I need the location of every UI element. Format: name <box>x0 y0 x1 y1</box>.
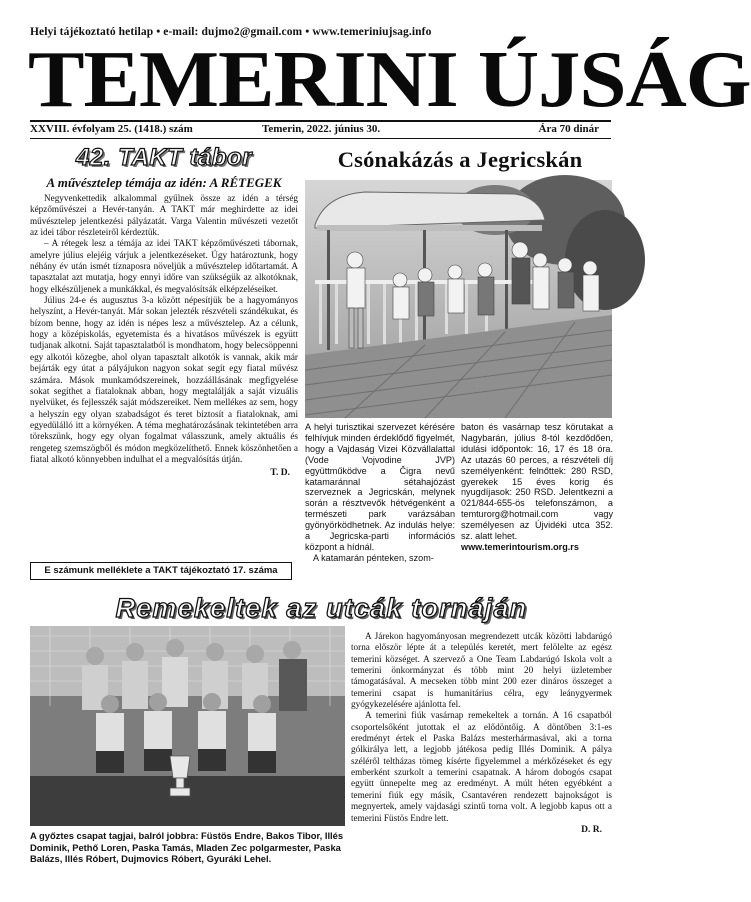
tourism-url: www.temerintourism.org.rs <box>461 541 579 552</box>
issue-price: Ára 70 dinár <box>538 123 599 135</box>
issue-bar <box>30 120 611 139</box>
header-topline: Helyi tájékoztató hetilap • e-mail: dujmo2@gmail.com • www.temeriniujsag.info <box>30 26 432 38</box>
football-headline: Remekeltek az utcák tornáján <box>115 593 528 623</box>
football-signature: D. R. <box>581 824 602 835</box>
issue-date: Temerin, 2022. június 30. <box>262 123 381 135</box>
football-paragraph: A temerini fiúk vasárnap remekeltek a tornán. A 16 csapatból csoportelsőként jutottak el az elődöntőig. A döntőben 3:1-es eredményt értek el Paska Balázs mesterhármasával, aki a torna gólkirálya lett, a legjobb játékosa pedig Illés Dominik. A pálya széléről teltházas tömeg kísérte figyelemmel a mérkőzéseket és egy emberként szurkolt a temerini csapatnak. A három dobogós csapat együtt ünnepelte meg az eredményt. A múlt héten egyébként a temerini fiúk egy másik, Csantavéren rendezett bajnokságot is megnyertek, amely vajdasági szintű torna volt. A legjobb kapus ott a temerini Füstös Endre lett. <box>351 710 612 823</box>
boating-text: A katamarán pénteken, szom- <box>313 552 434 563</box>
catamaran-photo <box>305 180 612 418</box>
supplement-notice: E számunk melléklete a TAKT tájékoztató 17. száma <box>30 562 292 580</box>
takt-headline: 42. TAKT tábor <box>76 144 252 171</box>
takt-signature: T. D. <box>270 468 290 479</box>
masthead-title: TEMERINI ÚJSÁG <box>28 36 751 124</box>
boating-article-col1 <box>305 422 455 564</box>
takt-paragraph: Negyvenkettedik alkalommal gyűlnek össze az idén a térség képzőművészei a Hevér-tanyán. A TAKT már meghirdette az idei művésztelep jelentkezési pályázatát. Varga Valentin művészeti vezetőt az idei tábor részleteiről kérdeztük. <box>30 193 298 238</box>
takt-paragraph: Július 24-e és augusztus 3-a között népesítjük be a hagyományos helyszínt, a Hevér-tanyát. Már sokan jelezték részvételi szándékukat, és bízom benne, hogy az idén is népes lesz a művésztelep. Az a célunk, hogy a középiskolás, egyetemista és a hivatásos művészek is együtt tudjanak alkotni. Saját tapasztalatból is mondhatom, hogy belecsöppenni egy alkotói közegbe, ahol olyan tapasztalt alkotók is vannak, akik már bejárták egy útat a pályájukon nagyon sokat segít egy fiatal művész számára. Mások munkamódszereinek, hozzáállásának megfigyelése sokat segíthet a fiataloknak abban, hogy megtalálják a saját vizuális nyelvüket, és fejlesszék saját módszereiket. Nem mellékes az sem, hogy a helyszín egy olyan szabadságot és teret biztosít a fiataloknak, ami egyedülálló itt a környéken. A téma meghatározásának tekintetében arra törekszünk, hogy egy olyan fogalmat válasszunk, amely aktuális és rengeteg szemszögből és módon megközelíthető. Ennek köszönhetően a fiatal alkotó könnyebben indulhat el a megvalósítás útján. <box>30 295 298 464</box>
boating-text: A helyi turisztikai szervezet kérésére felhívjuk minden érdeklődő figyelmét, hogy a Vajdaság Vizei Közvállalattal (Vode Vojvodine JVP) együttműködve a Čigra nevű katamaránnal sétahajózást szerveznek a Jegricskán, melynek során a résztvevők hétvégenként a természeti park varázsában gyönyörködhetnek. Az indulás helye: a Jegricska-parti információs központ a hídnál. <box>305 422 455 552</box>
team-photo-caption: A győztes csapat tagjai, balról jobbra: Füstös Endre, Bakos Tibor, Illés Dominik, Pethő Loren, Paska Tamás, Mladen Zec polgarmester, Paska Balázs, Illés Róbert, Dujmovics Róbert, Gyuráki Lehel. <box>30 830 344 865</box>
football-article-body <box>351 631 612 836</box>
boating-headline: Csónakázás a Jegricskán <box>337 147 583 172</box>
takt-paragraph: – A rétegek lesz a témája az idei TAKT képzőművészeti tábornak, amelyre július elejéig várjuk a jelentkezéseket. Úgy határoztunk, hogy néhány év után ismét tíznaposra növeljük a művésztelep időtartamát. A tapasztalat azt mutatja, hogy ennyi időre van szükségük az alkotóknak, hogy elkészüljenek a munkákkal, és megvalósítsák elképzeléseiket. <box>30 238 298 294</box>
takt-article-body <box>30 193 298 480</box>
issue-number: XXVIII. évfolyam 25. (1418.) szám <box>30 123 193 135</box>
takt-subheadline: A művésztelep témája az idén: A RÉTEGEK <box>46 175 282 190</box>
boating-article-col2 <box>461 422 613 553</box>
boating-text: baton és vasárnap tesz körutakat a Nagybarán, július 8-tól kezdődően, idulási időpontok: 16, 17 és 18 óra. Az utazás 60 perces, a részvételi díj személyenként: felnőttek: 280 RSD, gyerekek 15 éves korig és nyugdíjasok: 250 RSD. Jelentkezni a 021/844-655-ös telefonszámon, a temturorg@hotmail.com vagy személyesen az Újvidéki utca 352. sz. alatt lehet. <box>461 422 613 542</box>
football-paragraph: A Járekon hagyományosan megrendezett utcák közötti labdarúgó torna először lépte át a település keretét, mert felölelte az egész temerini községet. A szervező a One Team Labdarúgó Iskola volt a temerini önkormányzat és több mint 20 helyi üzletember támogatásával. A mecseken több mint 200 ezer dináros összeget a temerini csapat is humanitárius célra, egy leánygyermek gyógykezelésére ajánlotta fel. <box>351 631 612 710</box>
team-photo <box>30 626 345 826</box>
